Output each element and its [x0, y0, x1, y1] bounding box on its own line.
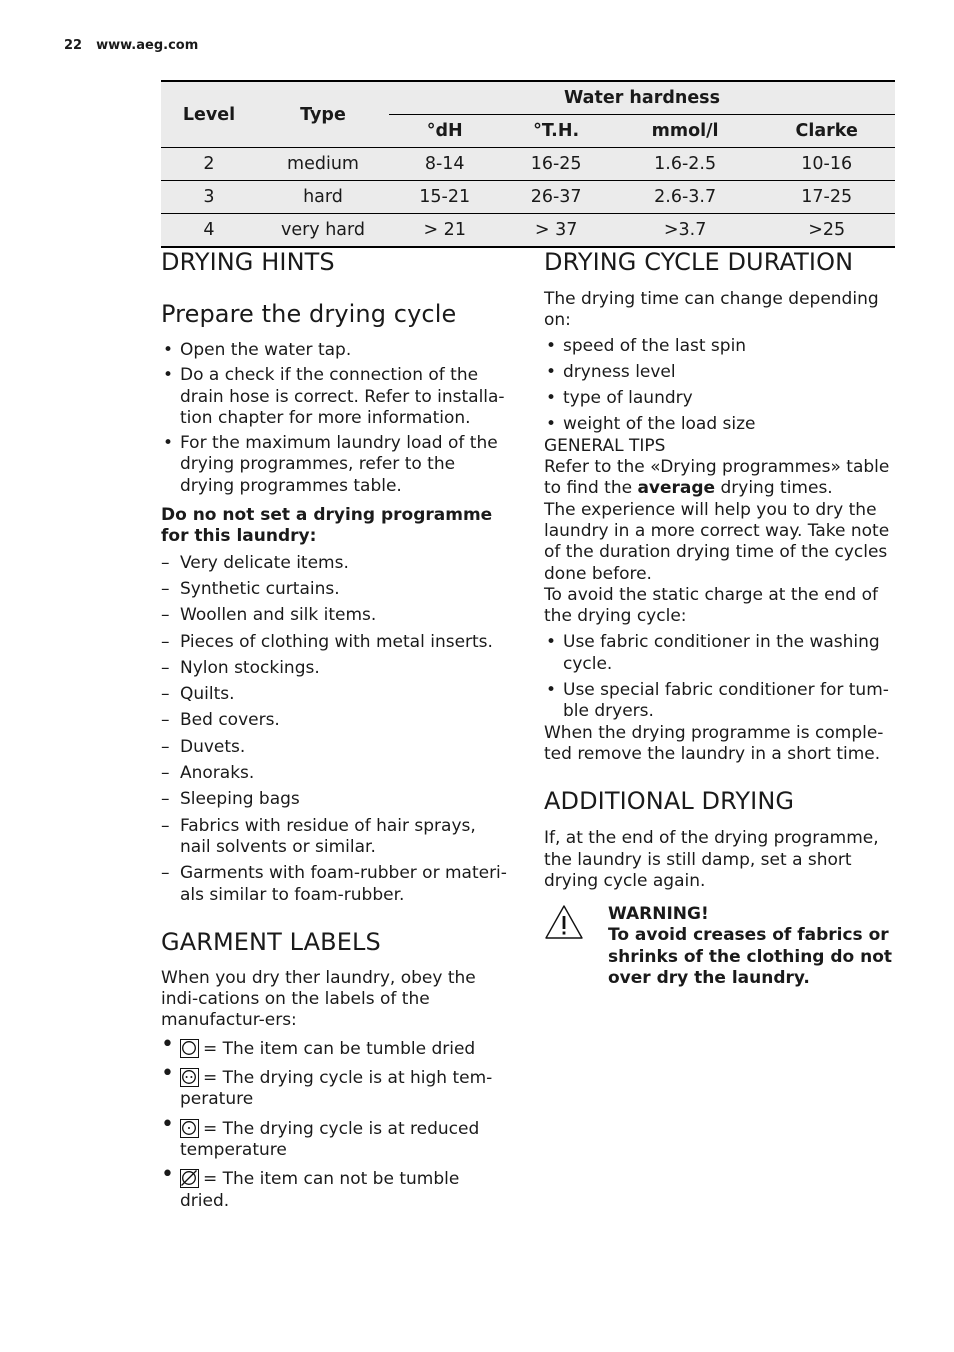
- do-not-dry-heading: Do no not set a drying programme for this laundry:: [161, 505, 493, 547]
- list-item: • weight of the load size: [544, 414, 896, 435]
- left-column: [161, 246, 511, 1212]
- table-row: [161, 181, 895, 214]
- tumble-dry-low-icon: [180, 1119, 199, 1138]
- table-row: [161, 148, 895, 181]
- list-item: – Duvets.: [161, 737, 511, 758]
- right-column: [544, 246, 896, 989]
- list-item: – Anoraks.: [161, 763, 511, 784]
- table-cell: 17-25: [758, 181, 895, 214]
- table-cell: medium: [257, 148, 389, 181]
- table-cell: >3.7: [612, 214, 759, 248]
- list-item: [161, 1039, 511, 1060]
- list-item: – Fabrics with residue of hair sprays, nail solvents or similar.: [161, 816, 511, 859]
- garment-labels-title: GARMENT LABELS: [161, 927, 381, 956]
- drying-cycle-duration-title: DRYING CYCLE DURATION: [544, 248, 854, 276]
- table-cell: 1.6-2.5: [612, 148, 759, 181]
- duration-factors-list: [544, 336, 896, 436]
- table-cell: >25: [758, 214, 895, 248]
- drying-hints-title: DRYING HINTS: [161, 248, 335, 276]
- unit-header: °T.H.: [500, 115, 611, 148]
- do-not-dry-list: [161, 553, 511, 906]
- type-header: Type: [257, 81, 389, 148]
- unit-header: °dH: [389, 115, 500, 148]
- list-item: • Open the water tap.: [161, 340, 511, 361]
- list-item: – Sleeping bags: [161, 789, 511, 810]
- tumble-dry-icon: [180, 1039, 199, 1058]
- list-item: – Quilts.: [161, 684, 511, 705]
- tip-text: Refer to the «Drying programmes» table to find the: [544, 457, 890, 499]
- tip-experience: The experience will help you to dry the laundry in a more correct way. Take note of the duration drying time of the cycles done before.: [544, 499, 890, 584]
- tip-bold: average: [637, 478, 716, 499]
- label-text: = The item can be tumble dried: [203, 1038, 476, 1059]
- list-item: – Synthetic curtains.: [161, 579, 511, 600]
- label-text: = The item can not be tumble dried.: [180, 1169, 460, 1211]
- table-cell: > 37: [500, 214, 611, 248]
- no-tumble-dry-icon: [180, 1169, 199, 1188]
- list-item: • Do a check if the connection of the drain hose is correct. Refer to installa-tion chapter for more information.: [161, 365, 511, 429]
- list-item: [161, 1068, 511, 1111]
- table-cell: 3: [161, 181, 257, 214]
- prepare-list: [161, 340, 511, 497]
- list-item: – Very delicate items.: [161, 553, 511, 574]
- tip-remove-laundry: When the drying programme is comple-ted remove the laundry in a short time.: [544, 722, 884, 764]
- warning-body: To avoid creases of fabrics or shrinks of the clothing do not over dry the laundry.: [608, 925, 893, 989]
- table-cell: hard: [257, 181, 389, 214]
- table-cell: 2: [161, 148, 257, 181]
- list-item: • Use special fabric conditioner for tum-ble dryers.: [544, 680, 896, 723]
- static-list: [544, 632, 896, 722]
- table-cell: 15-21: [389, 181, 500, 214]
- list-item: [161, 1169, 511, 1212]
- tip-average: [544, 457, 896, 500]
- tumble-dry-high-icon: [180, 1068, 199, 1087]
- table-cell: > 21: [389, 214, 500, 248]
- list-item: – Nylon stockings.: [161, 658, 511, 679]
- table-cell: very hard: [257, 214, 389, 248]
- duration-intro: The drying time can change depending on:: [544, 289, 879, 331]
- table-cell: 10-16: [758, 148, 895, 181]
- garment-labels-list: [161, 1039, 511, 1212]
- general-tips-heading: GENERAL TIPS: [544, 435, 666, 456]
- tip-static: To avoid the static charge at the end of the drying cycle:: [544, 584, 878, 627]
- list-item: • speed of the last spin: [544, 336, 896, 357]
- table-cell: 4: [161, 214, 257, 248]
- list-item: • type of laundry: [544, 388, 896, 409]
- table-cell: 8-14: [389, 148, 500, 181]
- water-hardness-header: Water hardness: [389, 81, 895, 115]
- warning-block: [544, 904, 896, 989]
- label-text: = The drying cycle is at reduced temperature: [180, 1118, 480, 1160]
- list-item: • For the maximum laundry load of the drying programmes, refer to the drying programmes table.: [161, 433, 511, 497]
- list-item: – Garments with foam-rubber or materi-als similar to foam-rubber.: [161, 863, 511, 906]
- additional-drying-text: If, at the end of the drying programme, the laundry is still damp, set a short drying cycle again.: [544, 828, 879, 891]
- table-cell: 16-25: [500, 148, 611, 181]
- garment-labels-intro: When you dry ther laundry, obey the indi-cations on the labels of the manufactur-ers:: [161, 967, 476, 1031]
- warning-icon: [544, 904, 584, 940]
- tip-text: drying times.: [715, 478, 833, 499]
- prepare-subtitle: Prepare the drying cycle: [161, 300, 457, 328]
- additional-drying-title: ADDITIONAL DRYING: [544, 787, 795, 816]
- list-item: • Use fabric conditioner in the washing cycle.: [544, 632, 896, 675]
- table-row: [161, 214, 895, 248]
- unit-header: mmol/l: [612, 115, 759, 148]
- list-item: – Woollen and silk items.: [161, 605, 511, 626]
- table-cell: 2.6-3.7: [612, 181, 759, 214]
- list-item: • dryness level: [544, 362, 896, 383]
- page-header: [64, 38, 198, 53]
- site-url: www.aeg.com: [96, 38, 199, 53]
- label-text: = The drying cycle is at high tem-perature: [180, 1068, 493, 1110]
- unit-header: Clarke: [758, 115, 895, 148]
- level-header: Level: [161, 81, 257, 148]
- warning-title: WARNING!: [608, 904, 709, 925]
- list-item: [161, 1119, 511, 1162]
- list-item: – Bed covers.: [161, 710, 511, 731]
- list-item: – Pieces of clothing with metal inserts.: [161, 632, 511, 653]
- table-cell: 26-37: [500, 181, 611, 214]
- warning-text: [608, 904, 896, 989]
- page-number: 22: [64, 38, 83, 53]
- water-hardness-table: [161, 80, 895, 248]
